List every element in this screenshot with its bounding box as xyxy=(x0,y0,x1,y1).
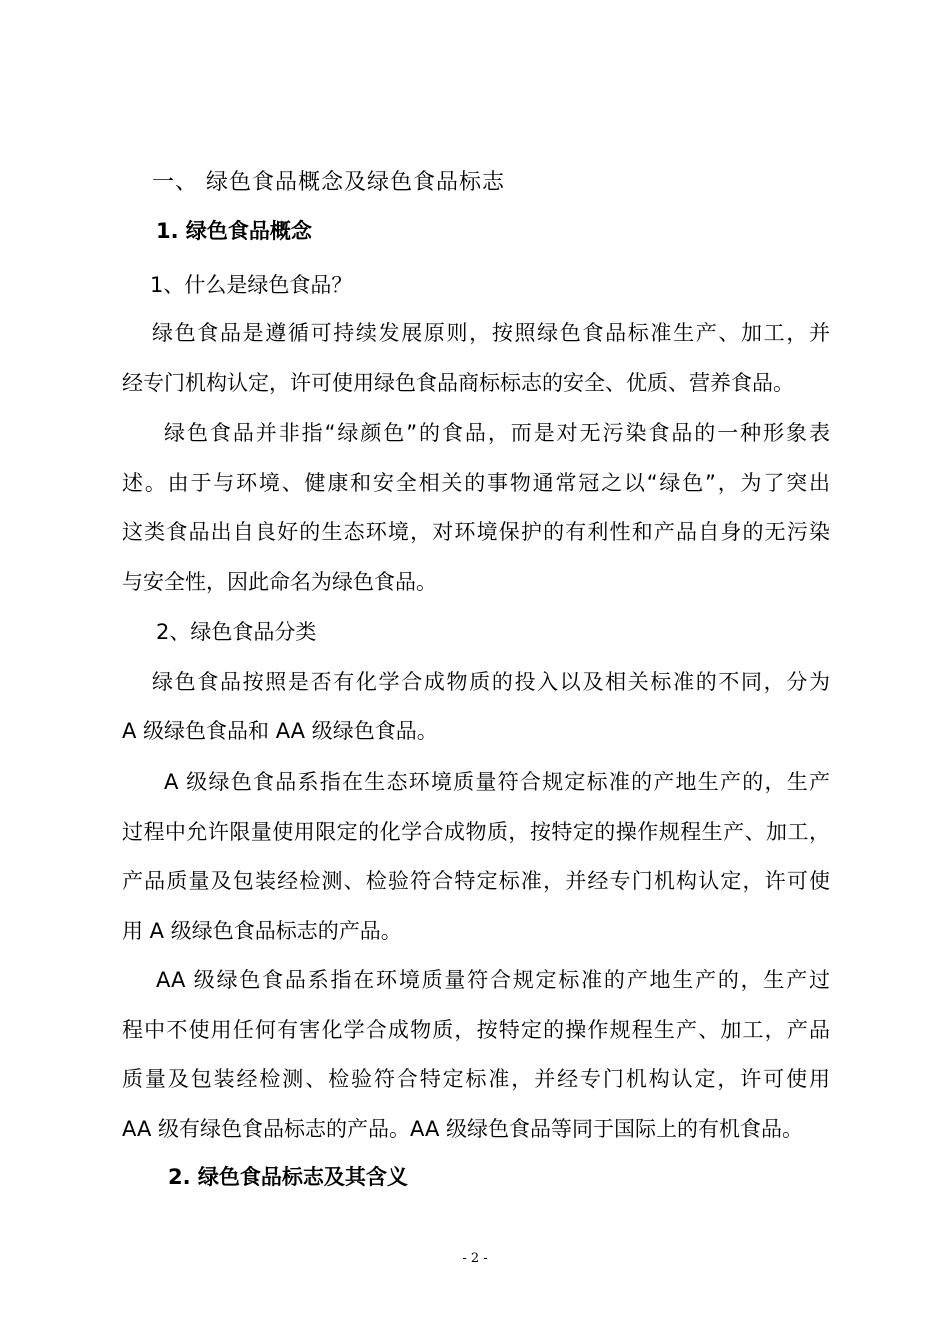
paragraph-4-line-2: 过程中允许限量使用限定的化学合成物质，按特定的操作规程生产、加工， xyxy=(122,820,830,844)
paragraph-1-line-1: 绿色食品是遵循可持续发展原则，按照绿色食品标准生产、加工，并 xyxy=(152,321,830,345)
paragraph-2-line-4: 与安全性，因此命名为绿色食品。 xyxy=(122,570,437,594)
subsection-title-2: 2. 绿色食品标志及其含义 xyxy=(168,1165,408,1189)
paragraph-3-line-1: 绿色食品按照是否有化学合成物质的投入以及相关标准的不同，分为 xyxy=(152,670,830,694)
subsection-title-1: 1. 绿色食品概念 xyxy=(156,219,312,243)
paragraph-5-line-3: 质量及包装经检测、检验符合特定标准，并经专门机构认定，许可使用 xyxy=(122,1067,830,1091)
paragraph-5-line-2: 程中不使用任何有害化学合成物质，按特定的操作规程生产、加工，产品 xyxy=(122,1018,830,1042)
paragraph-4-line-3: 产品质量及包装经检测、检验符合特定标准，并经专门机构认定，许可使 xyxy=(122,869,830,893)
paragraph-1-line-2: 经专门机构认定，许可使用绿色食品商标标志的安全、优质、营养食品。 xyxy=(122,371,794,395)
paragraph-4-line-4: 用 A 级绿色食品标志的产品。 xyxy=(122,919,402,943)
question-heading-2: 2、绿色食品分类 xyxy=(156,620,317,644)
paragraph-2-line-2: 述。由于与环境、健康和安全相关的事物通常冠之以“绿色”，为了突出 xyxy=(122,471,830,495)
paragraph-2-line-3: 这类食品出自良好的生态环境，对环境保护的有利性和产品自身的无污染 xyxy=(122,520,830,544)
paragraph-4-line-1: A 级绿色食品系指在生态环境质量符合规定标准的产地生产的，生产 xyxy=(164,770,830,794)
paragraph-5-line-1: AA 级绿色食品系指在环境质量符合规定标准的产地生产的，生产过 xyxy=(156,968,830,992)
section-title: 一、 绿色食品概念及绿色食品标志 xyxy=(152,170,505,195)
question-heading-1: 1、什么是绿色食品？ xyxy=(150,273,353,297)
page-number: - 2 - xyxy=(462,1251,488,1266)
paragraph-2-line-1: 绿色食品并非指“绿颜色”的食品，而是对无污染食品的一种形象表 xyxy=(164,421,830,445)
paragraph-3-line-2: A 级绿色食品和 AA 级绿色食品。 xyxy=(122,719,438,743)
paragraph-5-line-4: AA 级有绿色食品标志的产品。AA 级绿色食品等同于国际上的有机食品。 xyxy=(122,1117,803,1141)
